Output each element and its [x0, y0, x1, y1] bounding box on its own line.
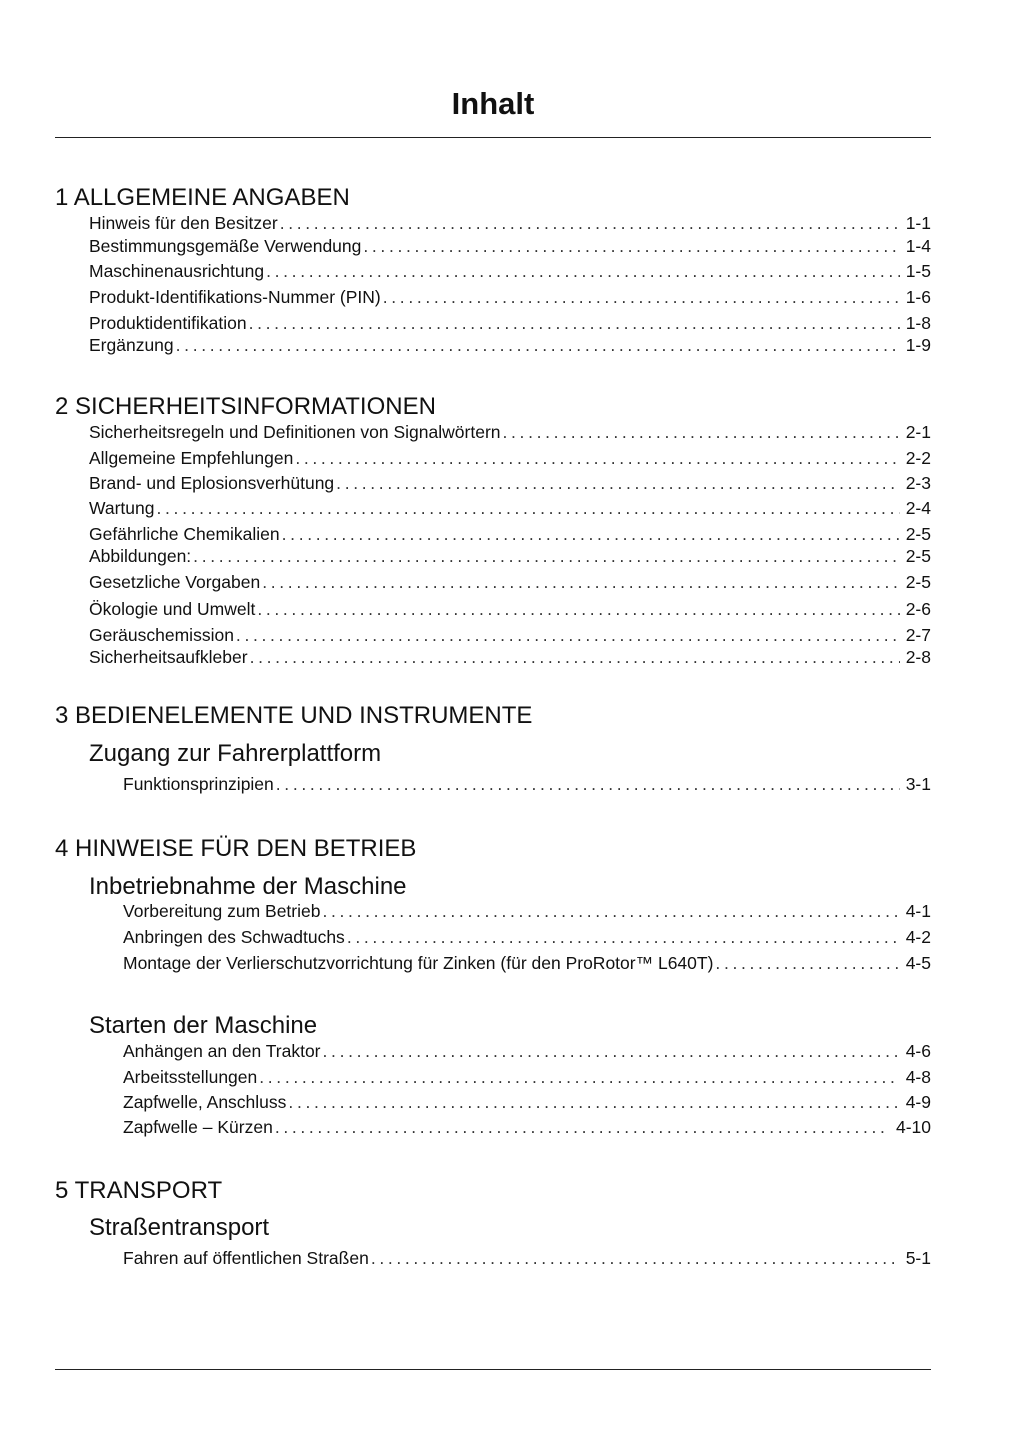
toc-entry[interactable]	[89, 447, 931, 469]
toc-entry[interactable]	[123, 1066, 931, 1088]
chapter-5-heading: 5 TRANSPORT	[55, 1177, 223, 1204]
toc-entry-page: 2-4	[905, 498, 931, 518]
dot-leader	[322, 900, 899, 922]
toc-entry-label: Sicherheitsregeln und Definitionen von Signalwörtern	[89, 422, 501, 442]
toc-entry-page: 2-1	[905, 422, 931, 442]
dot-leader	[266, 260, 900, 282]
dot-leader	[276, 773, 900, 795]
dot-leader	[280, 212, 900, 234]
toc-entry-label: Zapfwelle, Anschluss	[123, 1092, 287, 1112]
toc-entry[interactable]	[89, 334, 931, 356]
dot-leader	[176, 334, 900, 356]
toc-entry[interactable]	[123, 773, 931, 795]
toc-entry-page: 2-2	[905, 448, 931, 468]
toc-entry-label: Ergänzung	[89, 335, 174, 355]
toc-entry[interactable]	[89, 260, 931, 282]
dot-leader	[383, 286, 900, 308]
toc-entry[interactable]	[89, 235, 931, 257]
toc-entry-page: 1-4	[905, 236, 931, 256]
toc-entry-page: 1-5	[905, 261, 931, 281]
dot-leader	[262, 571, 899, 593]
dot-leader	[363, 235, 899, 257]
toc-entry-page: 4-9	[905, 1092, 931, 1112]
toc-entry[interactable]	[89, 545, 931, 567]
toc-entry-page: 2-5	[905, 524, 931, 544]
toc-entry-label: Montage der Verlierschutzvorrichtung für Zinken (für den ProRotor™ L640T)	[123, 953, 714, 973]
toc-entry-page: 2-6	[905, 599, 931, 619]
toc-entry-page: 2-7	[905, 625, 931, 645]
toc-entry-page: 1-9	[905, 335, 931, 355]
dot-leader	[715, 952, 899, 974]
section-heading: Starten der Maschine	[89, 1012, 318, 1039]
toc-entry-page: 5-1	[905, 1248, 931, 1268]
dot-leader	[249, 312, 900, 334]
dot-leader	[259, 1066, 899, 1088]
toc-entry-page: 1-1	[905, 213, 931, 233]
toc-entry-label: Maschinenausrichtung	[89, 261, 265, 281]
bottom-divider	[55, 1369, 931, 1370]
toc-entry-page: 4-6	[905, 1041, 931, 1061]
toc-entry[interactable]	[89, 523, 931, 545]
chapter-2-heading: 2 SICHERHEITSINFORMATIONEN	[55, 393, 436, 420]
toc-entry-page: 4-5	[905, 953, 931, 973]
toc-entry-page: 2-8	[905, 647, 931, 667]
toc-entry[interactable]	[123, 1247, 931, 1269]
toc-entry-label: Anhängen an den Traktor	[123, 1041, 321, 1061]
toc-entry-label: Funktionsprinzipien	[123, 774, 274, 794]
page-title: Inhalt	[451, 86, 535, 121]
dot-leader	[236, 624, 900, 646]
dot-leader	[371, 1247, 900, 1269]
toc-entry-label: Zapfwelle – Kürzen	[123, 1117, 273, 1137]
toc-entry[interactable]	[89, 624, 931, 646]
toc-entry[interactable]	[123, 1040, 931, 1062]
toc-entry-label: Geräuschemission	[89, 625, 234, 645]
toc-entry-page: 4-8	[905, 1067, 931, 1087]
toc-entry-label: Fahren auf öffentlichen Straßen	[123, 1248, 369, 1268]
chapter-1-heading: 1 ALLGEMEINE ANGABEN	[55, 184, 350, 211]
toc-entry-label: Anbringen des Schwadtuchs	[123, 927, 345, 947]
toc-entry-page: 2-3	[905, 473, 931, 493]
toc-entry-label: Brand- und Eplosionsverhütung	[89, 473, 335, 493]
toc-entry[interactable]	[89, 497, 931, 519]
toc-entry-label: Gesetzliche Vorgaben	[89, 572, 261, 592]
section-heading: Straßentransport	[89, 1214, 270, 1241]
chapter-3-heading: 3 BEDIENELEMENTE UND INSTRUMENTE	[55, 702, 533, 729]
toc-entry-page: 1-8	[905, 313, 931, 333]
toc-entry[interactable]	[123, 1116, 931, 1138]
dot-leader	[275, 1116, 890, 1138]
toc-entry[interactable]	[89, 571, 931, 593]
toc-entry-label: Abbildungen:	[89, 546, 192, 566]
toc-entry-label: Hinweis für den Besitzer	[89, 213, 278, 233]
toc-entry[interactable]	[123, 900, 931, 922]
toc-entry[interactable]	[89, 472, 931, 494]
chapter-4-heading: 4 HINWEISE FÜR DEN BETRIEB	[55, 835, 417, 862]
toc-entry-label: Allgemeine Empfehlungen	[89, 448, 294, 468]
dot-leader	[295, 447, 899, 469]
toc-entry[interactable]	[89, 598, 931, 620]
toc-entry-label: Arbeitsstellungen	[123, 1067, 258, 1087]
toc-entry-label: Wartung	[89, 498, 155, 518]
dot-leader	[193, 545, 900, 567]
dot-leader	[157, 497, 900, 519]
toc-entry-label: Sicherheitsaufkleber	[89, 647, 248, 667]
dot-leader	[250, 646, 900, 668]
toc-entry-page: 4-10	[895, 1117, 931, 1137]
toc-entry-page: 1-6	[905, 287, 931, 307]
toc-entry[interactable]	[89, 286, 931, 308]
toc-entry[interactable]	[89, 646, 931, 668]
toc-entry[interactable]	[89, 421, 931, 443]
toc-entry-page: 3-1	[905, 774, 931, 794]
toc-entry-label: Bestimmungsgemäße Verwendung	[89, 236, 362, 256]
toc-entry[interactable]	[123, 952, 931, 974]
toc-entry-label: Vorbereitung zum Betrieb	[123, 901, 321, 921]
toc-entry-page: 4-2	[905, 927, 931, 947]
dot-leader	[323, 1040, 900, 1062]
toc-entry-page: 2-5	[905, 572, 931, 592]
dot-leader	[282, 523, 900, 545]
toc-entry-page: 2-5	[905, 546, 931, 566]
toc-entry[interactable]	[123, 926, 931, 948]
toc-entry[interactable]	[89, 212, 931, 234]
toc-entry[interactable]	[89, 312, 931, 334]
dot-leader	[503, 421, 900, 443]
dot-leader	[336, 472, 900, 494]
section-heading: Zugang zur Fahrerplattform	[89, 740, 382, 767]
toc-entry[interactable]	[123, 1091, 931, 1113]
dot-leader	[257, 598, 899, 620]
toc-entry-label: Ökologie und Umwelt	[89, 599, 256, 619]
toc-entry-label: Gefährliche Chemikalien	[89, 524, 280, 544]
top-divider	[55, 137, 931, 138]
section-heading: Inbetriebnahme der Maschine	[89, 873, 407, 900]
dot-leader	[347, 926, 900, 948]
toc-entry-label: Produkt-Identifikations-Nummer (PIN)	[89, 287, 381, 307]
dot-leader	[288, 1091, 899, 1113]
toc-entry-page: 4-1	[905, 901, 931, 921]
toc-entry-label: Produktidentifikation	[89, 313, 247, 333]
